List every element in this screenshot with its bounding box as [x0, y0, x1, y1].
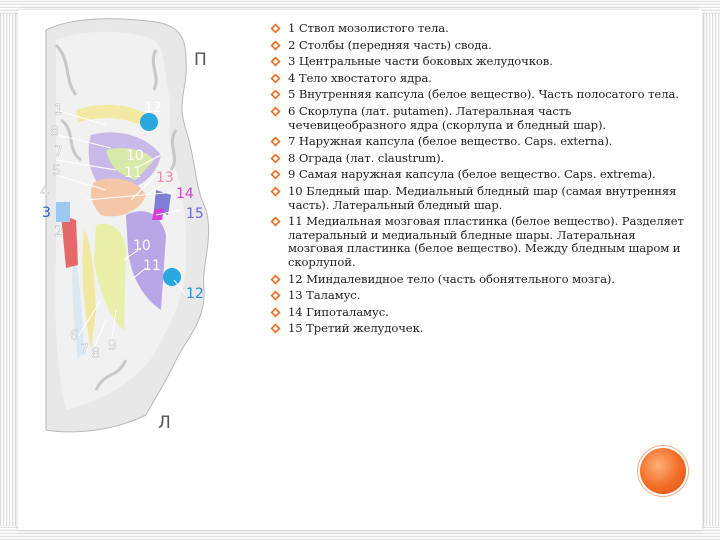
legend-text: 10 Бледный шар. Медиальный бледный шар (самая внутренняя часть). Латеральный бледный шар. [288, 183, 677, 212]
legend-item [270, 105, 690, 132]
num-3-left: 3 [42, 205, 51, 221]
bullet-icon [270, 290, 281, 301]
legend-item [270, 72, 690, 86]
legend-item [270, 152, 690, 166]
legend-item [270, 22, 690, 36]
bullet-icon [270, 307, 281, 318]
num-5-left: 5 [52, 163, 61, 179]
bullet-icon [270, 40, 281, 51]
num-10-top: 10 [126, 148, 144, 164]
legend-text: 4 Тело хвостатого ядра. [288, 70, 432, 85]
legend-list [270, 22, 690, 339]
bullet-icon [270, 323, 281, 334]
bullet-icon [270, 216, 281, 227]
bullet-icon [270, 56, 281, 67]
legend-text: 9 Самая наружная капсула (белое вещество. Caps. extrema). [288, 167, 656, 182]
legend-text: 3 Центральные части боковых желудочков. [288, 54, 553, 69]
num-7-left: 7 [54, 144, 63, 160]
legend-text: 8 Ограда (лат. claustrum). [288, 150, 445, 165]
bullet-icon [270, 136, 281, 147]
legend-item [270, 168, 690, 182]
bullet-icon [270, 73, 281, 84]
legend-text: 1 Ствол мозолистого тела. [288, 21, 449, 35]
ventricle-blue [56, 202, 70, 222]
label-bottom-corner: Л [158, 413, 171, 433]
bullet-icon [270, 169, 281, 180]
orange-circle-decoration [640, 448, 686, 494]
legend-item [270, 322, 690, 336]
num-12-bottom: 12 [186, 286, 204, 302]
legend-item [270, 306, 690, 320]
num-15: 15 [186, 206, 204, 222]
num-14: 14 [176, 186, 194, 202]
num-8-bottom: 8 [91, 346, 100, 362]
num-12-top: 12 [144, 100, 162, 116]
legend-text: 14 Гипоталамус. [288, 304, 389, 319]
legend-item [270, 55, 690, 69]
num-13: 13 [156, 170, 174, 186]
legend-text: 15 Третий желудочек. [288, 321, 424, 336]
bullet-icon [270, 186, 281, 197]
num-7-bottom: 7 [80, 342, 89, 358]
legend-item [270, 135, 690, 149]
legend-text: 7 Наружная капсула (белое вещество. Caps. externa). [288, 134, 613, 149]
legend-text: 12 Миндалевидное тело (часть обонятельного мозга). [288, 271, 615, 286]
brain-section-figure [36, 10, 241, 440]
legend-item [270, 273, 690, 287]
num-6-left: 6 [70, 328, 79, 344]
legend-item [270, 39, 690, 53]
num-10-bottom: 10 [133, 238, 151, 254]
legend-text: 5 Внутренняя капсула (белое вещество). Часть полосатого тела. [288, 87, 679, 102]
num-9-bottom: 9 [108, 338, 117, 354]
bullet-icon [270, 274, 281, 285]
bullet-icon [270, 23, 281, 34]
num-11-top: 11 [124, 165, 142, 181]
bullet-icon [270, 89, 281, 100]
legend-text: 13 Таламус. [288, 288, 361, 303]
legend-item [270, 215, 690, 269]
legend-item [270, 88, 690, 102]
num-1-left: 1 [54, 102, 63, 118]
legend-item [270, 289, 690, 303]
legend-text: 6 Скорлупа (лат. putamen). Латеральная часть чечевицеобразного ядра (скорлупа и бледный шар). [288, 103, 606, 132]
blue-marker-12-bottom [163, 268, 181, 286]
legend-item [270, 185, 690, 212]
bullet-icon [270, 153, 281, 164]
num-2-left: 2 [54, 224, 63, 240]
legend-text: 11 Медиальная мозговая пластинка (белое вещество). Разделяет латеральный и медиальный бледные шары. Латеральная мозговая пластинка (белое вещество). Между бледным шаром и скорлупой. [288, 214, 684, 269]
legend-text: 2 Столбы (передняя часть) свода. [288, 37, 492, 52]
num-11-bottom: 11 [143, 258, 161, 274]
bullet-icon [270, 106, 281, 117]
num-8-left: 8 [50, 124, 59, 140]
num-4-left: 4 [40, 184, 49, 200]
label-top-corner: П [194, 50, 207, 70]
